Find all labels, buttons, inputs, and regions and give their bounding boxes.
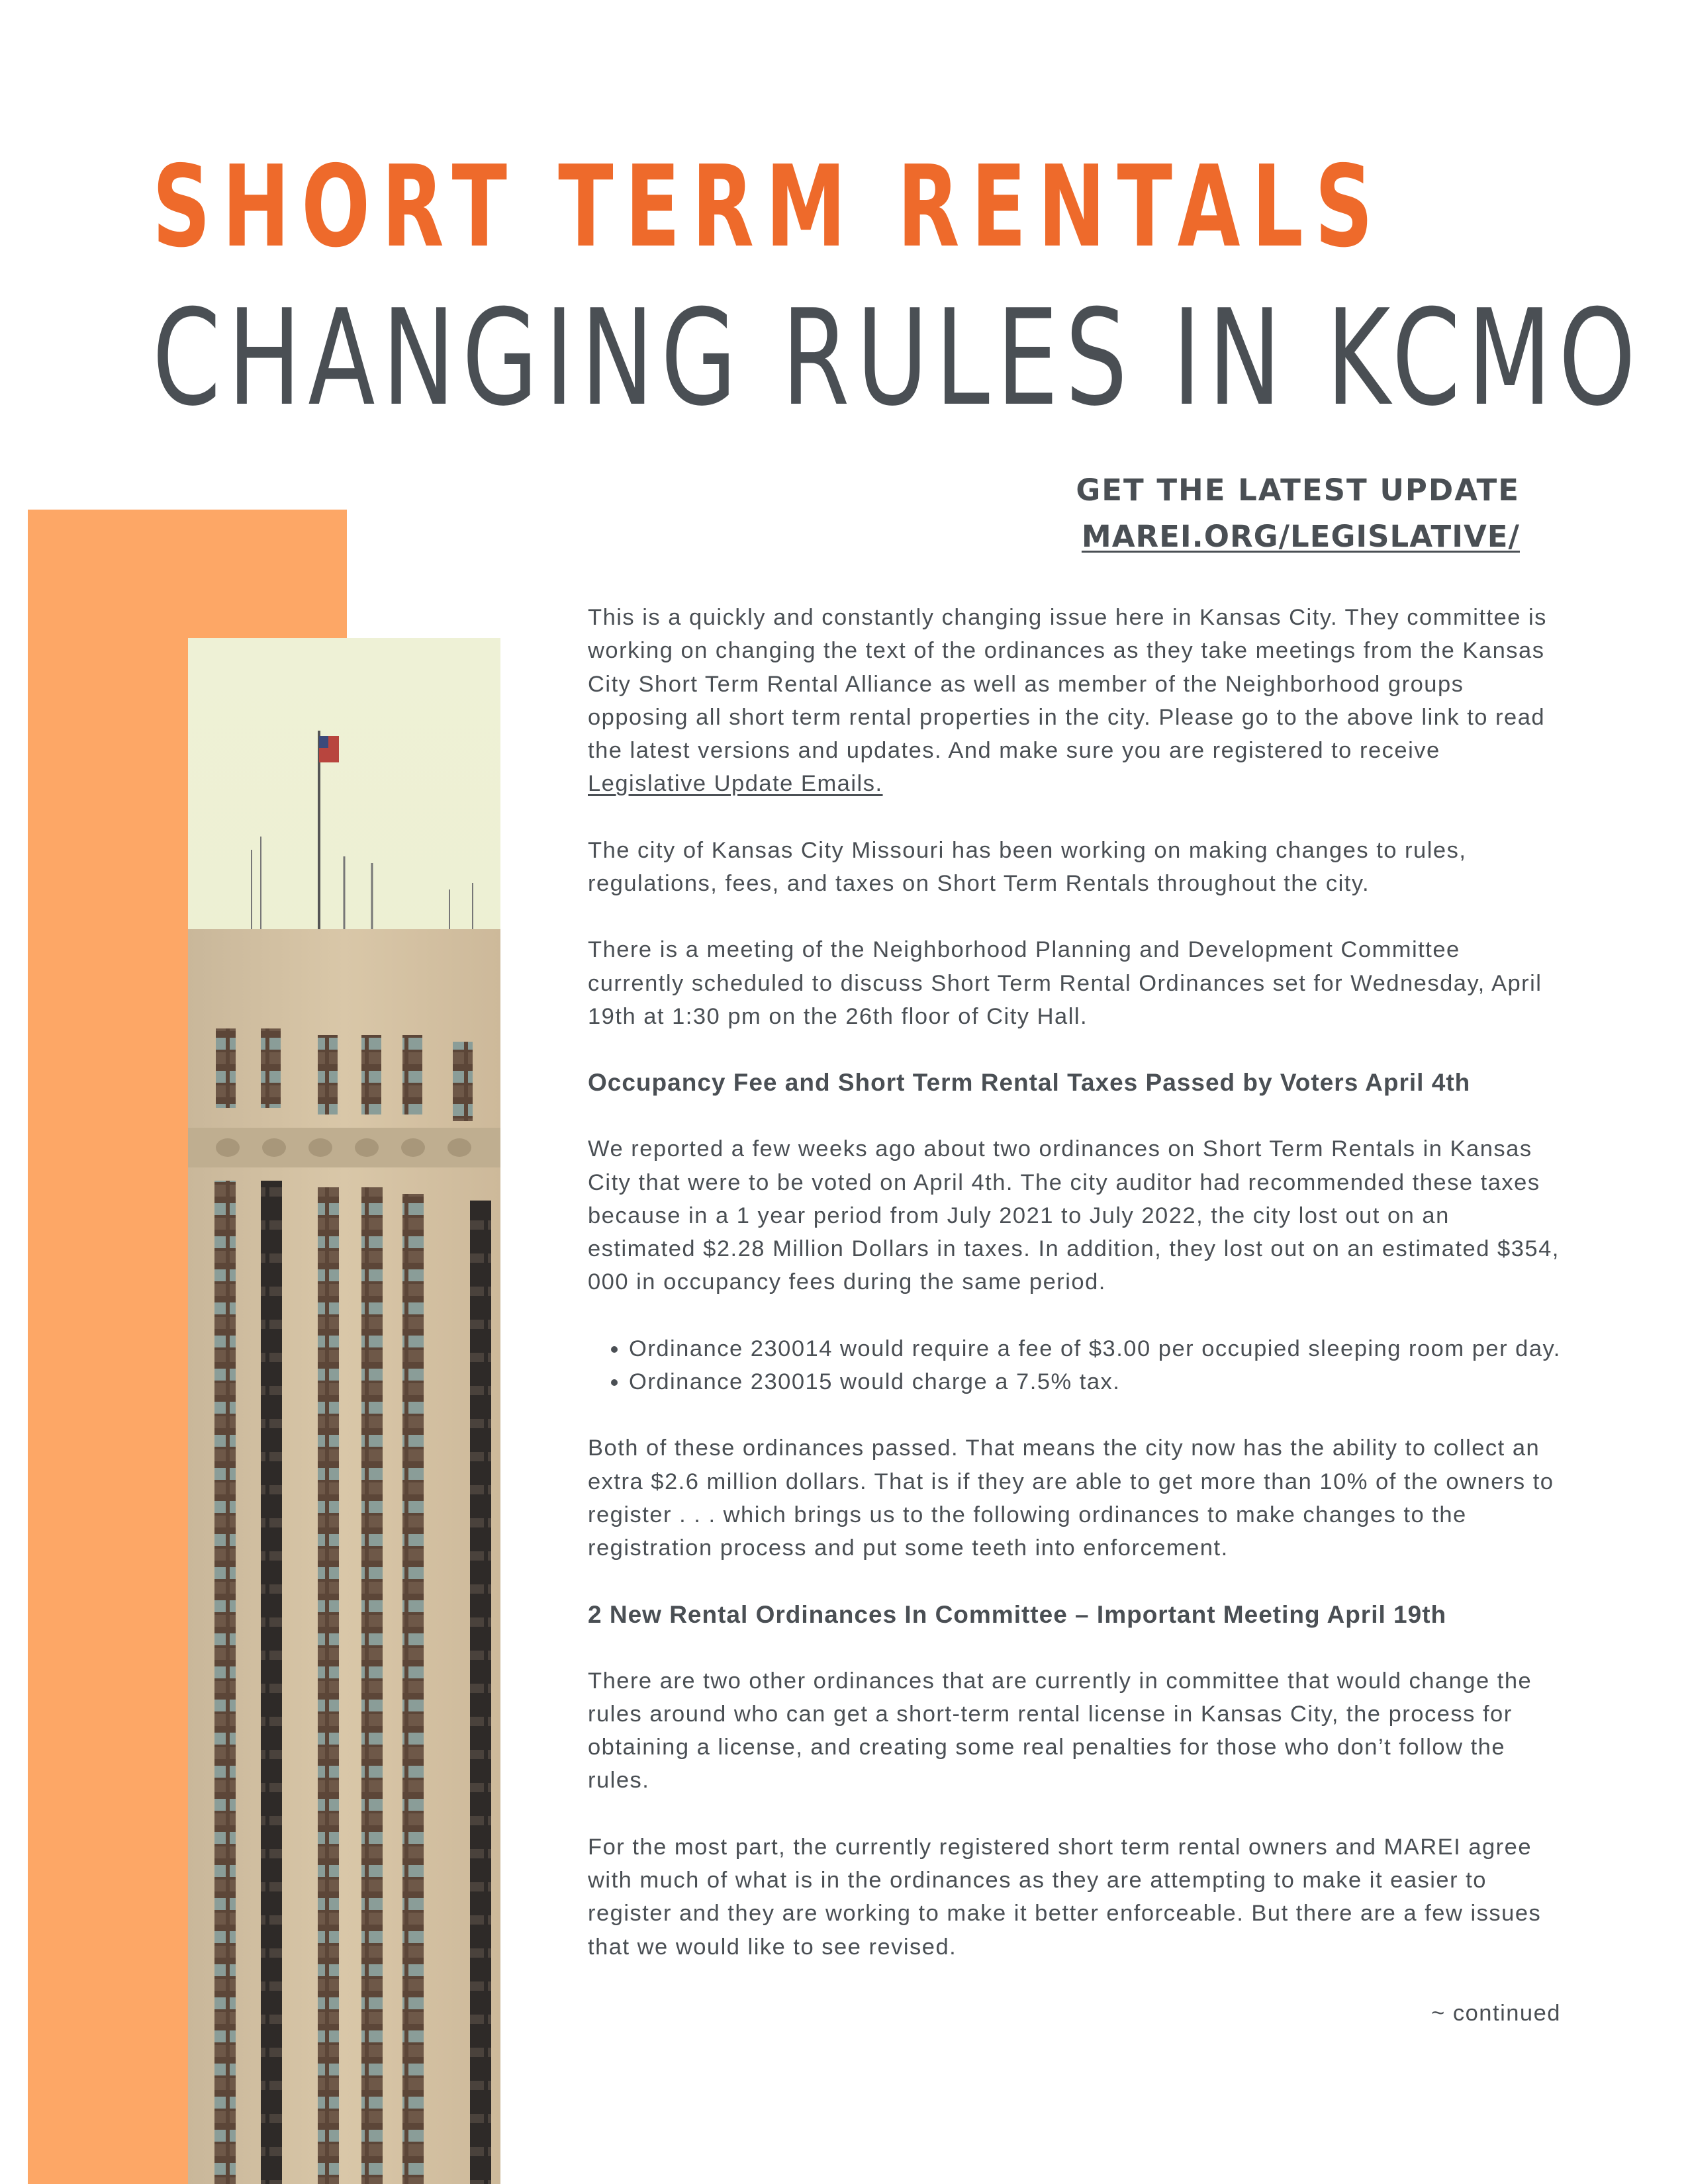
article-body <box>588 601 1561 2063</box>
heading-new-ordinances: 2 New Rental Ordinances In Committee – Important Meeting April 19th <box>588 1600 1447 1628</box>
continued-note: ~ continued <box>1431 2000 1561 2026</box>
legislative-link[interactable]: MAREI.ORG/LEGISLATIVE/ <box>1081 519 1520 554</box>
paragraph-committee-ordinances: There are two other ordinances that are currently in committee that would change the rules around who can get a short-term rental license in Kansas City, the process for obtaining a license, and creating some real penalties for those who don’t follow the rules. <box>588 1668 1532 1794</box>
list-item: • Ordinance 230014 would require a fee of $3.00 per occupied sleeping room per day. <box>629 1332 1561 1365</box>
city-hall-building-image <box>188 638 500 2184</box>
ordinance-list <box>588 1332 1561 1399</box>
intro-text: This is a quickly and constantly changing issue here in Kansas City. They committee is working on changing the text of the ordinances as they take meetings from the Kansas City Short Term Rental Alliance as well as member of the Neighborhood groups opposing all short term rental properties in the city. Please go to the above link to read the latest versions and updates. And make sure you are registered to receive <box>588 605 1547 764</box>
latest-update-block <box>1076 467 1520 560</box>
latest-update-heading: GET THE LATEST UPDATE <box>1076 473 1520 508</box>
paragraph-ordinances-report: We reported a few weeks ago about two ordinances on Short Term Rentals in Kansas City that were to be voted on April 4th. The city auditor had recommended these taxes because in a 1 year period from July 2021 to July 2022, the city lost out on an estimated $2.28 Million Dollars in taxes. In addition, they lost out on an estimated $354, 000 in occupancy fees during the same period. <box>588 1136 1560 1295</box>
paragraph-marei-position: For the most part, the currently registered short term rental owners and MAREI agree with much of what is in the ordinances as they are attempting to make it easier to register and they are working to make it better enforceable. But there are a few issues that we would like to see revised. <box>588 1834 1542 1960</box>
paragraph-ordinances-passed: Both of these ordinances passed. That means the city now has the ability to collect an extra $2.6 million dollars. That is if they are able to get more than 10% of the owners to register . . . which brings us to the following ordinances to make changes to the registration process and put some teeth into enforcement. <box>588 1435 1554 1561</box>
list-item: • Ordinance 230015 would charge a 7.5% tax. <box>629 1365 1561 1398</box>
legislative-update-emails-link[interactable]: Legislative Update Emails. <box>588 771 883 797</box>
title-line-2: CHANGING RULES IN KCMO <box>152 281 1643 435</box>
intro-paragraph <box>588 601 1561 801</box>
title-line-1: SHORT TERM RENTALS <box>152 142 1385 273</box>
paragraph-rules-changes: The city of Kansas City Missouri has been working on making changes to rules, regulations, fees, and taxes on Short Term Rentals throughout the city. <box>588 837 1467 897</box>
heading-occupancy-fee: Occupancy Fee and Short Term Rental Taxes Passed by Voters April 4th <box>588 1069 1471 1097</box>
paragraph-meeting: There is a meeting of the Neighborhood Planning and Development Committee currently scheduled to discuss Short Term Rental Ordinances set for Wednesday, April 19th at 1:30 pm on the 26th floor of City Hall. <box>588 937 1542 1029</box>
